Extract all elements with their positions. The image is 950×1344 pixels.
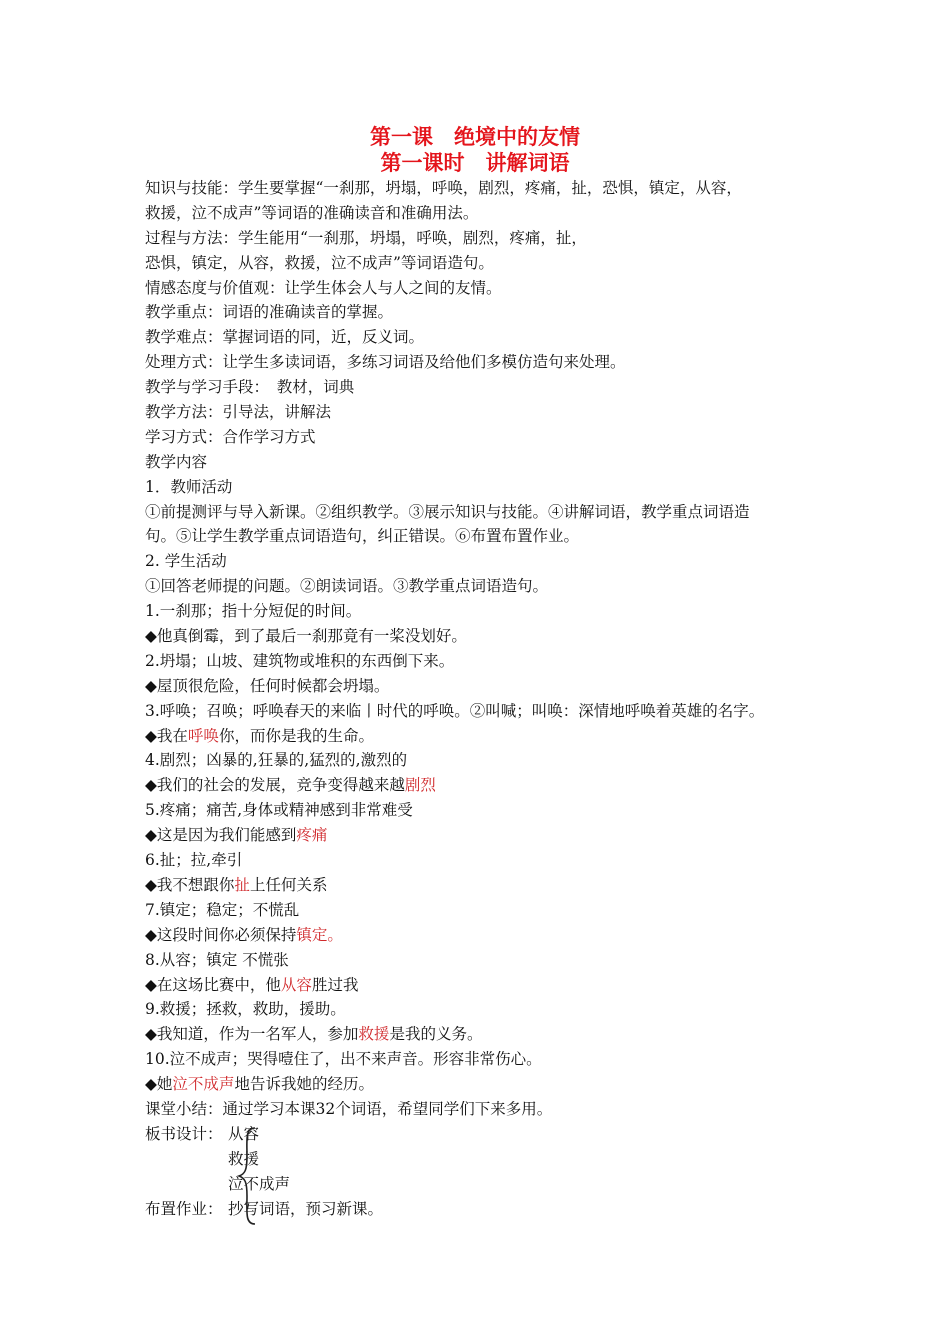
board-item: 从容 bbox=[228, 1124, 260, 1143]
sentence-text: ◆这是因为我们能感到 bbox=[145, 826, 297, 845]
highlighted-word: 疼痛 bbox=[296, 826, 328, 845]
sentence-text: 地告诉我她的经历。 bbox=[234, 1075, 374, 1094]
text-line: 教学方法：引导法，讲解法 bbox=[145, 403, 332, 422]
definition-line: 5.疼痛；痛苦,身体或精神感到非常难受 bbox=[145, 801, 413, 820]
homework-label: 布置作业： bbox=[145, 1199, 223, 1218]
example-sentence bbox=[145, 773, 815, 798]
example-sentence bbox=[145, 1022, 815, 1047]
definition-line: 课堂小结：通过学习本课32个词语，希望同学们下来多用。 bbox=[145, 1099, 553, 1118]
sentence-text: ◆在这场比赛中，他 bbox=[145, 975, 281, 994]
text-line: ①前提测评与导入新课。②组织教学。③展示知识与技能。④讲解词语，教学重点词语造 bbox=[145, 502, 750, 521]
lesson-subtitle: 第一课时 讲解词语 bbox=[380, 151, 570, 175]
text-line: 句。⑤让学生教学重点词语造句，纠正错误。⑥布置布置作业。 bbox=[145, 527, 580, 546]
text-line: 1．教师活动 bbox=[145, 477, 233, 496]
text-line: 教学重点：词语的准确读音的掌握。 bbox=[145, 303, 394, 322]
highlighted-word: 泣不成声 bbox=[172, 1075, 235, 1094]
definition-line: 6.扯；拉,牵引 bbox=[145, 851, 243, 870]
highlighted-word: 扯 bbox=[234, 875, 250, 894]
sentence-text: 是我的义务。 bbox=[389, 1025, 483, 1044]
sentence-text: 你，而你是我的生命。 bbox=[218, 726, 374, 745]
example-sentence bbox=[145, 873, 815, 898]
sentence-text: 胜过我 bbox=[311, 975, 359, 994]
definition-line: 4.剧烈；凶暴的,狂暴的,猛烈的,激烈的 bbox=[145, 751, 408, 770]
example-sentence bbox=[145, 973, 815, 998]
board-item: 泣不成声 bbox=[228, 1174, 291, 1193]
sentence-text: ◆她 bbox=[145, 1075, 173, 1094]
board-item: 救援 bbox=[228, 1149, 260, 1168]
homework-text: 抄写词语，预习新课。 bbox=[228, 1199, 384, 1218]
document-body bbox=[145, 176, 815, 1221]
example-sentence bbox=[145, 1072, 815, 1097]
vocabulary-block bbox=[145, 724, 815, 1122]
text-line: 3.呼唤；召唤；呼唤春天的来临丨时代的呼唤。②叫喊；叫唤：深情地呼唤着英雄的名字。 bbox=[145, 701, 765, 720]
text-line: 教学与学习手段： 教材，词典 bbox=[145, 378, 355, 397]
text-line: 情感态度与价值观：让学生体会人与人之间的友情。 bbox=[145, 278, 502, 297]
highlighted-word: 镇定。 bbox=[296, 925, 343, 944]
sentence-text: ◆我们的社会的发展，竞争变得越来越 bbox=[145, 776, 405, 795]
definition-line: 8.从容；镇定 不慌张 bbox=[145, 950, 289, 969]
sentence-text: 上任何关系 bbox=[249, 875, 328, 894]
definition-line: 9.救援；拯救，救助，援助。 bbox=[145, 1000, 346, 1019]
example-sentence bbox=[145, 923, 815, 948]
example-sentence bbox=[145, 823, 815, 848]
sentence-text: ◆我在 bbox=[145, 726, 188, 745]
board-label: 板书设计： bbox=[145, 1124, 223, 1143]
text-line: 教学内容 bbox=[145, 452, 208, 471]
plain-text-block bbox=[145, 176, 815, 724]
highlighted-word: 救援 bbox=[358, 1025, 390, 1044]
sentence-text: ◆这段时间你必须保持 bbox=[145, 925, 297, 944]
sentence-text: ◆我不想跟你 bbox=[145, 875, 235, 894]
definition-line: 7.镇定；稳定；不慌乱 bbox=[145, 900, 300, 919]
text-line: 教学难点：掌握词语的同，近，反义词。 bbox=[145, 328, 425, 347]
text-line: ◆他真倒霉，到了最后一刹那竟有一桨没划好。 bbox=[145, 627, 467, 646]
text-line: ①回答老师提的问题。②朗读词语。③教学重点词语造句。 bbox=[145, 577, 549, 596]
text-line: 知识与技能：学生要掌握“一刹那，坍塌，呼唤，剧烈，疼痛，扯，恐惧，镇定，从容， bbox=[145, 179, 742, 197]
text-line: 救援，泣不成声”等词语的准确读音和准确用法。 bbox=[145, 203, 479, 222]
board-design bbox=[145, 1122, 815, 1222]
text-line: 处理方式：让学生多读词语，多练习词语及给他们多模仿造句来处理。 bbox=[145, 353, 626, 372]
text-line: 2. 学生活动 bbox=[145, 552, 227, 571]
text-line: 学习方式：合作学习方式 bbox=[145, 427, 316, 446]
text-line: 过程与方法：学生能用“一刹那，坍塌，呼唤，剧烈，疼痛，扯， bbox=[145, 228, 587, 247]
text-line: 1.一刹那；指十分短促的时间。 bbox=[145, 602, 362, 621]
sentence-text: ◆我知道，作为一名军人，参加 bbox=[145, 1025, 359, 1044]
text-line: ◆屋顶很危险，任何时候都会坍塌。 bbox=[145, 676, 390, 695]
example-sentence bbox=[145, 724, 815, 749]
brace-icon bbox=[237, 1126, 263, 1226]
highlighted-word: 呼唤 bbox=[187, 726, 219, 745]
text-line: 恐惧，镇定，从容，救援，泣不成声”等词语造句。 bbox=[145, 253, 494, 272]
highlighted-word: 从容 bbox=[280, 975, 312, 994]
highlighted-word: 剧烈 bbox=[404, 776, 436, 795]
lesson-title: 第一课 绝境中的友情 bbox=[370, 125, 580, 149]
text-line: 2.坍塌；山坡、建筑物或堆积的东西倒下来。 bbox=[145, 651, 455, 670]
definition-line: 10.泣不成声；哭得噎住了，出不来声音。形容非常伤心。 bbox=[145, 1050, 542, 1069]
